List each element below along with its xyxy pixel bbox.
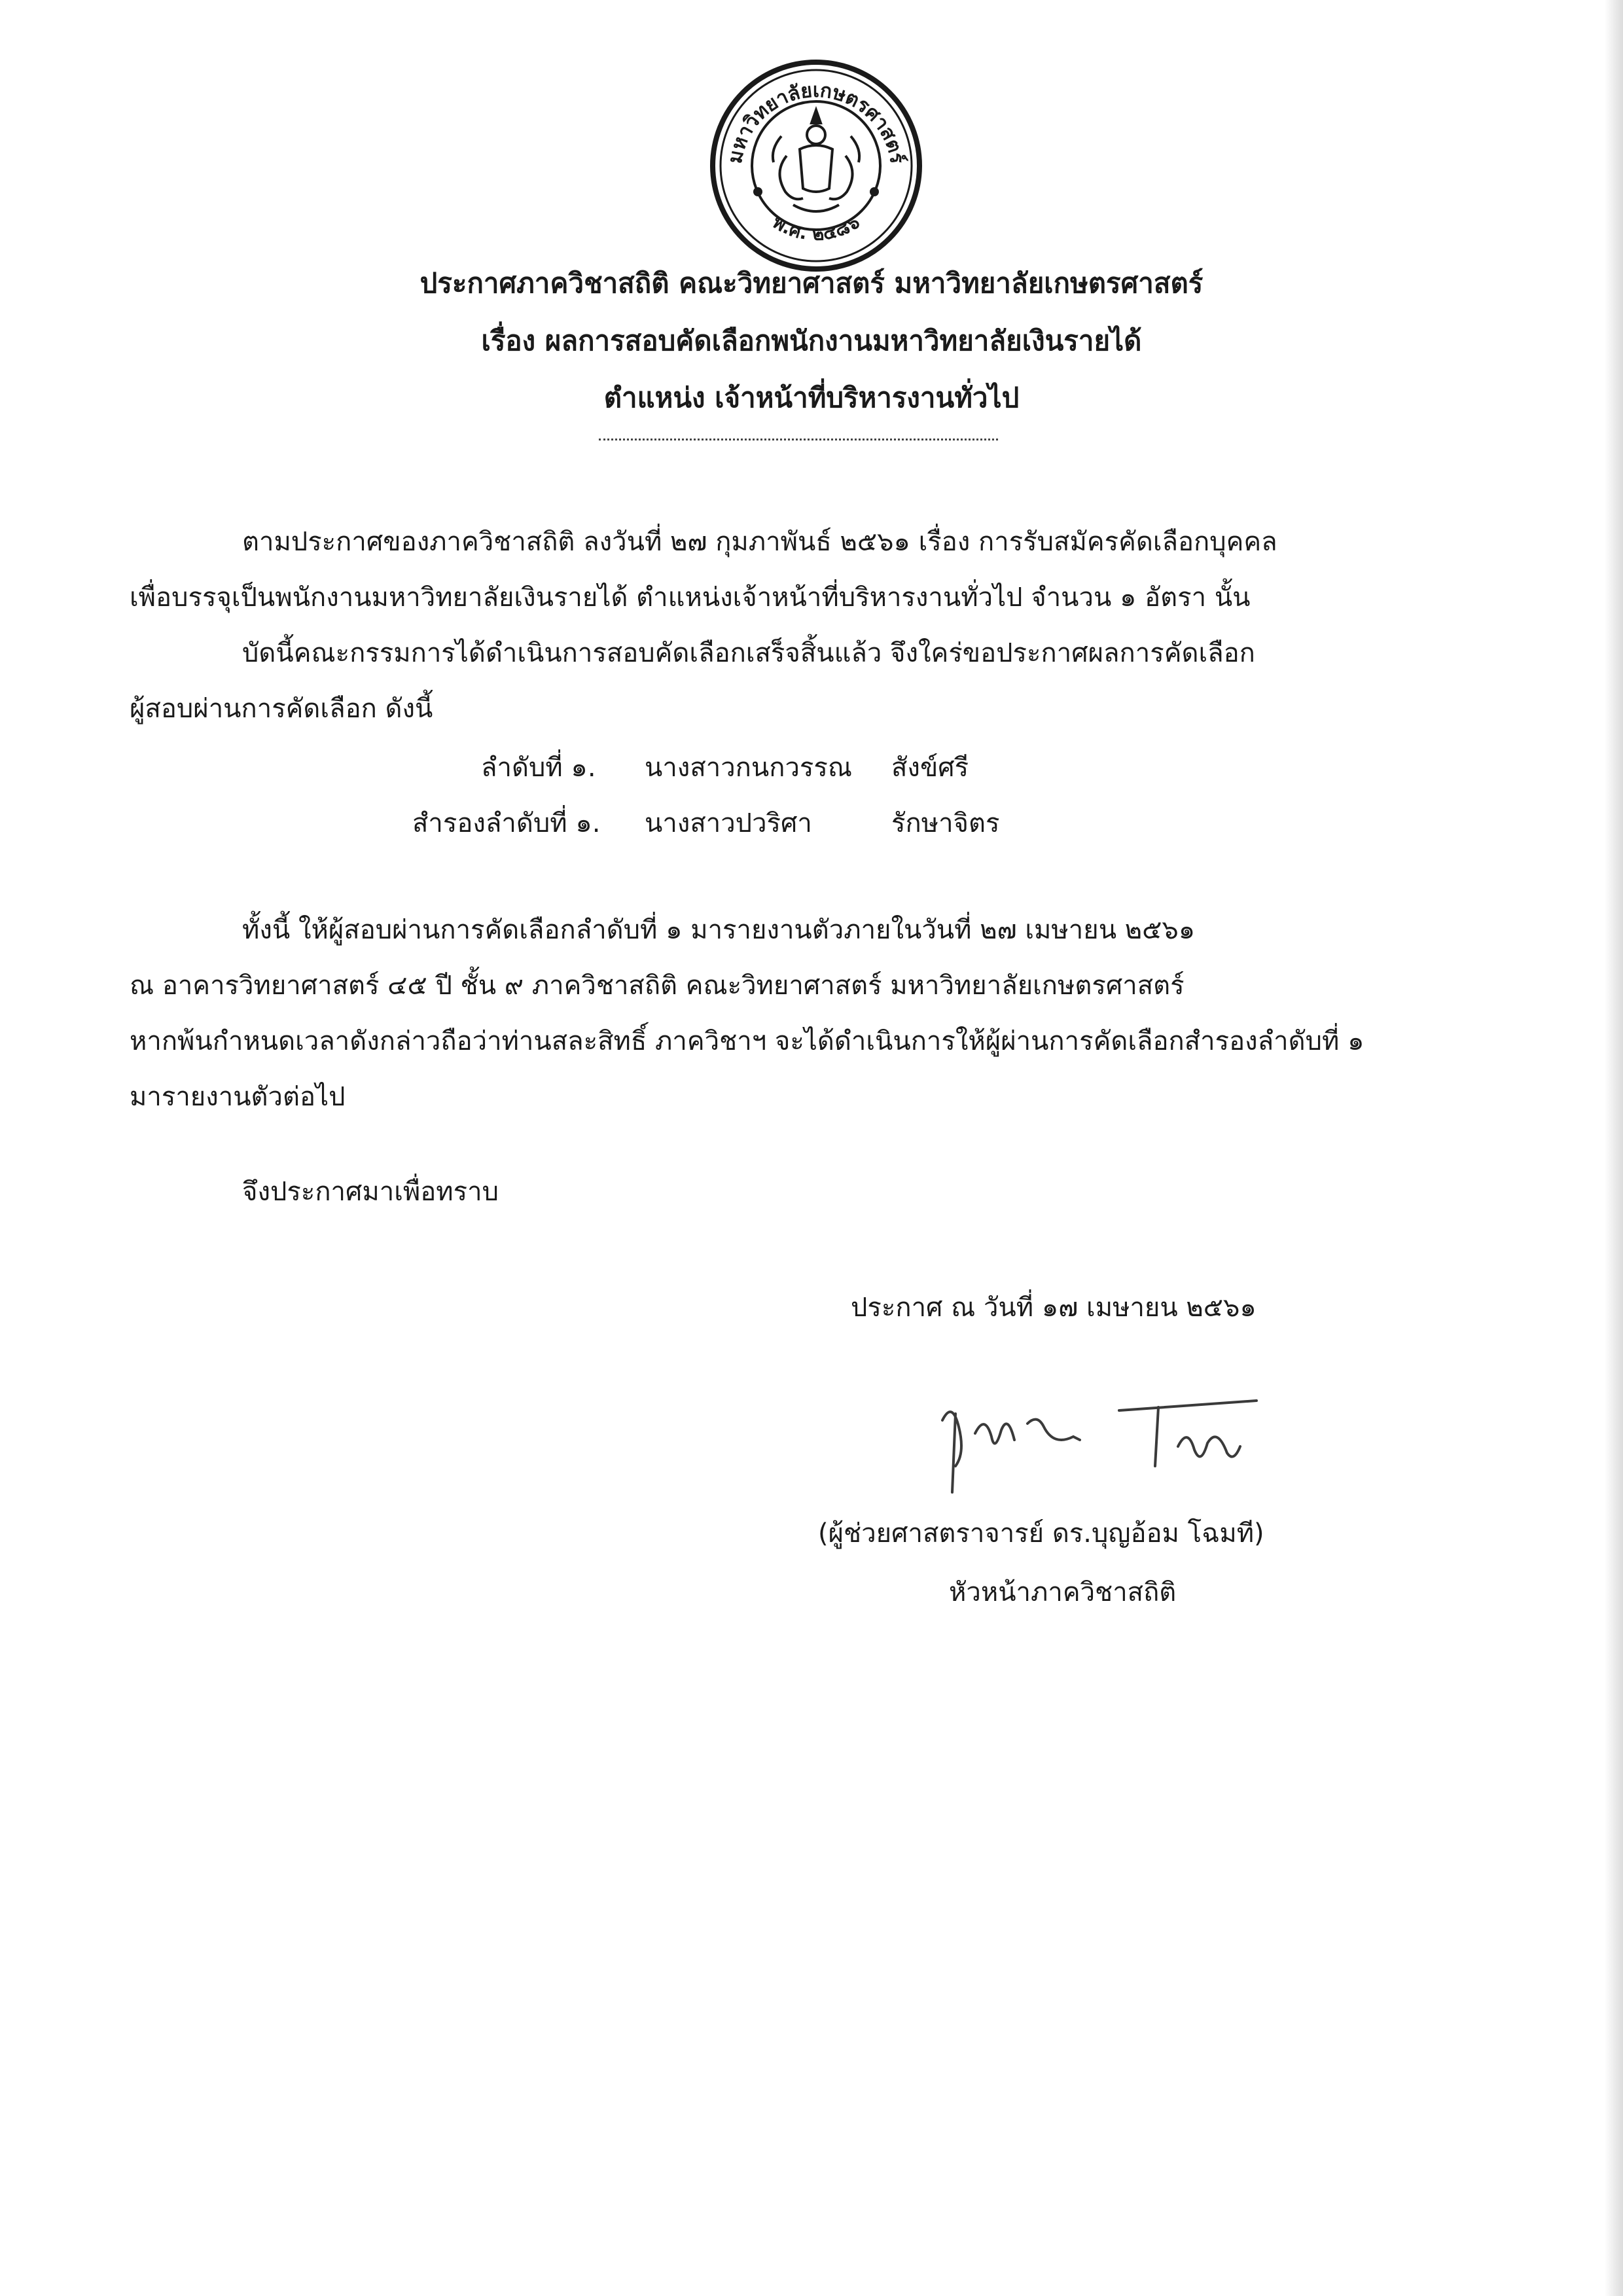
paragraph-reference-line1: ตามประกาศของภาควิชาสถิติ ลงวันที่ ๒๗ กุมภาพันธ์ ๒๕๖๑ เรื่อง การรับสมัครคัดเลือกบุคคล [242, 527, 1277, 557]
paragraph-report-line2: ณ อาคารวิทยาศาสตร์ ๔๕ ปี ชั้น ๙ ภาควิชาสถิติ คณะวิทยาศาสตร์ มหาวิทยาลัยเกษตรศาสตร์ [130, 971, 1185, 1001]
paragraph-report-line1: ทั้งนี้ ให้ผู้สอบผ่านการคัดเลือกลำดับที่ ๑ มารายงานตัวภายในวันที่ ๒๗ เมษายน ๒๕๖๑ [242, 915, 1196, 945]
paragraph-report-line3: หากพ้นกำหนดเวลาดังกล่าวถือว่าท่านสละสิทธิ์ ภาควิชาฯ จะได้ดำเนินการให้ผู้ผ่านการคัดเลือกสำรองลำดับที่ ๑ [130, 1026, 1364, 1056]
svg-text:มหาวิทยาลัยเกษตรศาสตร์: มหาวิทยาลัยเกษตรศาสตร์ [723, 79, 909, 166]
paragraph-result-line1: บัดนี้คณะกรรมการได้ดำเนินการสอบคัดเลือกเสร็จสิ้นแล้ว จึงใคร่ขอประกาศผลการคัดเลือก [242, 638, 1255, 668]
svg-text:พ.ศ. ๒๔๘๖: พ.ศ. ๒๔๘๖ [768, 211, 864, 245]
paragraph-result-line2: ผู้สอบผ่านการคัดเลือก ดังนี้ [130, 694, 433, 724]
paragraph-report-line4: มารายงานตัวต่อไป [130, 1082, 346, 1112]
reserve-rank: สำรองลำดับที่ ๑. [412, 808, 601, 838]
announcement-subject: เรื่อง ผลการสอบคัดเลือกพนักงานมหาวิทยาลัยเงินรายได้ [481, 325, 1142, 357]
signer-name: (ผู้ช่วยศาสตราจารย์ ดร.บุญอ้อม โฉมที) [818, 1518, 1264, 1549]
reserve-first-name: นางสาวปวริศา [645, 808, 812, 838]
result-first-name: นางสาวกนกวรรณ [645, 753, 852, 783]
university-seal-logo [708, 58, 924, 274]
signer-title: หัวหน้าภาควิชาสถิติ [949, 1577, 1177, 1607]
announcement-position: ตำแหน่ง เจ้าหน้าที่บริหารงานทั่วไป [603, 382, 1020, 414]
announcement-title: ประกาศภาควิชาสถิติ คณะวิทยาศาสตร์ มหาวิทยาลัยเกษตรศาสตร์ [419, 267, 1204, 299]
result-last-name: สังข์ศรี [891, 753, 969, 783]
announcement-date: ประกาศ ณ วันที่ ๑๗ เมษายน ๒๕๖๑ [851, 1293, 1257, 1323]
dotted-divider [599, 439, 998, 440]
handwritten-signature [929, 1374, 1270, 1512]
closing-statement: จึงประกาศมาเพื่อทราบ [242, 1177, 499, 1207]
reserve-last-name: รักษาจิตร [891, 808, 1000, 838]
result-rank: ลำดับที่ ๑. [481, 753, 596, 783]
paragraph-reference-line2: เพื่อบรรจุเป็นพนักงานมหาวิทยาลัยเงินรายได้ ตำแหน่งเจ้าหน้าที่บริหารงานทั่วไป จำนวน ๑ อัตรา นั้น [130, 583, 1251, 613]
